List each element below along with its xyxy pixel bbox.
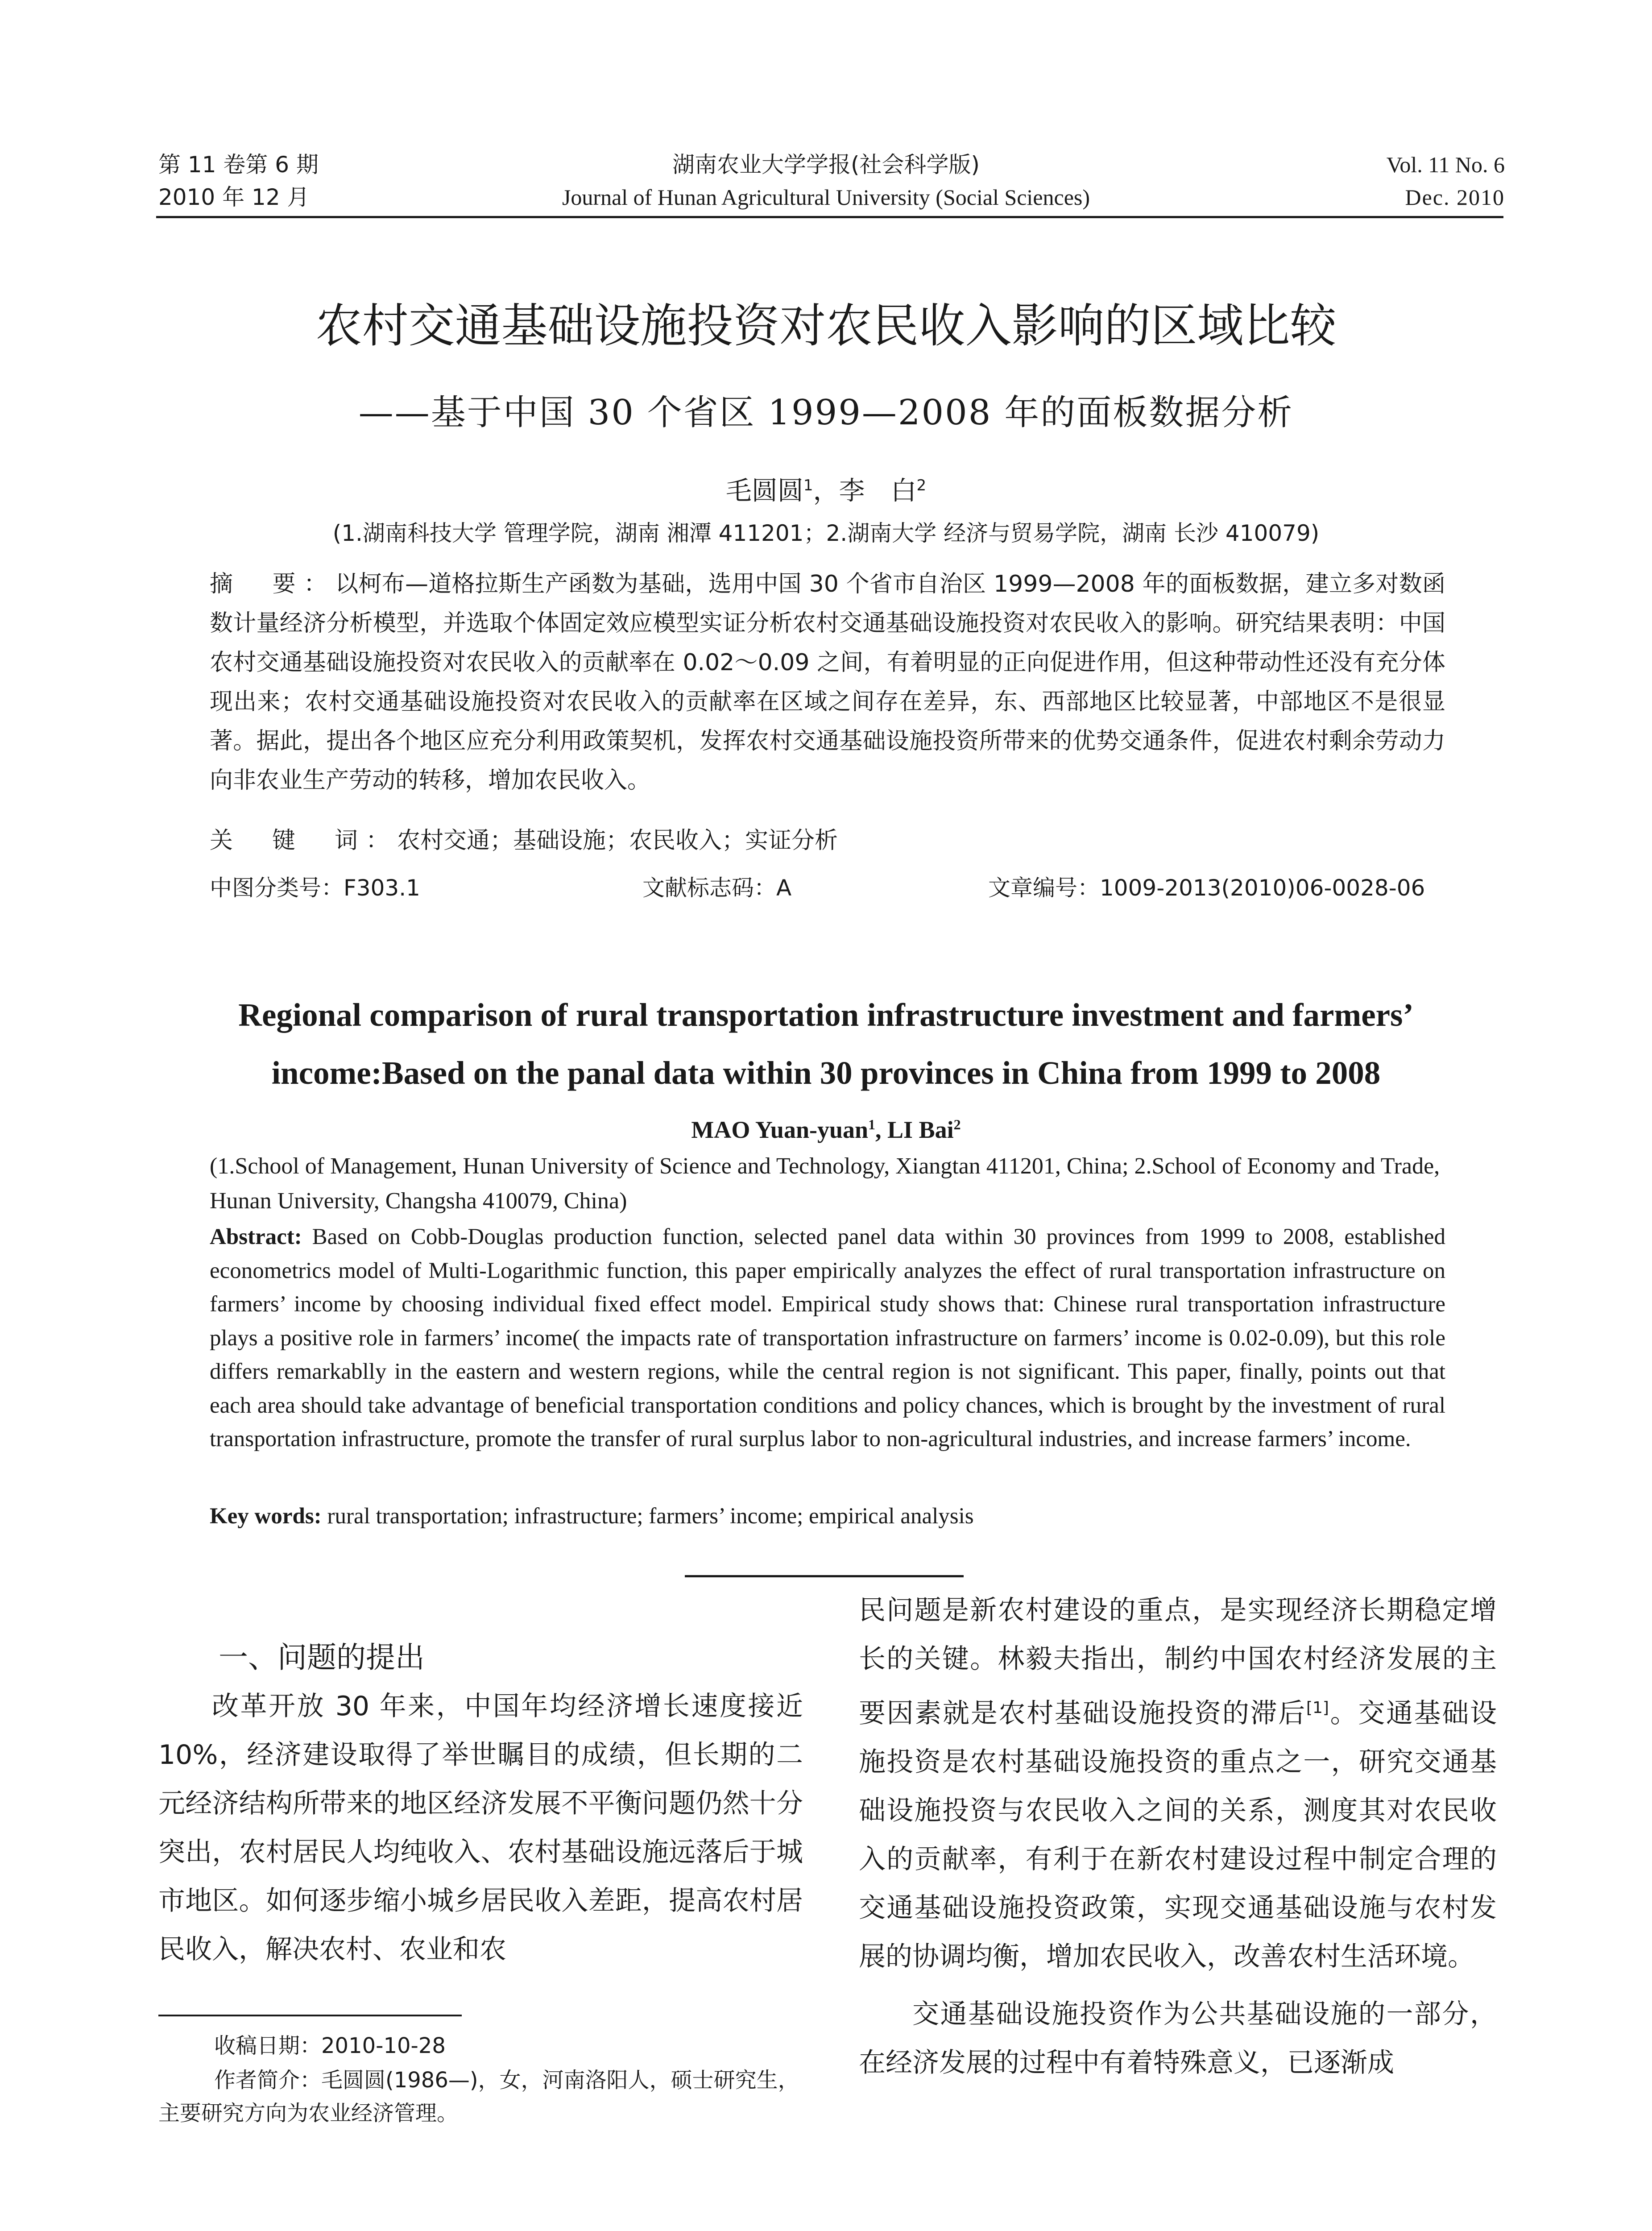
body-column-right bbox=[859, 1586, 1497, 2087]
body-paragraph: 交通基础设施投资作为公共基础设施的一部分，在经济发展的过程中有着特殊意义，已逐渐成 bbox=[859, 1999, 1497, 2078]
keywords-text-en: rural transportation; infrastructure; farmers’ income; empirical analysis bbox=[327, 1504, 974, 1529]
keywords-label-cn: 关 键 词： bbox=[210, 827, 397, 854]
header-issue-cn: 第 11 卷第 6 期 bbox=[158, 152, 319, 178]
affiliation-marker: 2 bbox=[953, 1116, 961, 1132]
section-divider bbox=[685, 1575, 964, 1577]
affiliation-marker: 1 bbox=[868, 1116, 876, 1132]
header-volume-en: Vol. 11 No. 6 bbox=[1386, 152, 1505, 177]
abstract-cn bbox=[210, 564, 1445, 800]
header-journal-en: Journal of Hunan Agricultural University (Social Sciences) bbox=[562, 185, 1090, 210]
article-subtitle-cn: ——基于中国 30 个省区 1999—2008 年的面板数据分析 bbox=[358, 393, 1294, 433]
section-heading: 一、问题的提出 bbox=[219, 1640, 425, 1675]
author-separator: , bbox=[875, 1116, 888, 1143]
header-date-en: Dec. 2010 bbox=[1405, 185, 1505, 210]
keywords-text-cn: 农村交通；基础设施；农民收入；实证分析 bbox=[397, 827, 838, 854]
keywords-cn bbox=[210, 821, 1445, 860]
author-name: LI Bai bbox=[887, 1116, 954, 1143]
keywords-en bbox=[210, 1499, 1445, 1533]
body-paragraph bbox=[859, 1586, 1497, 1981]
article-number: 文章编号：1009-2013(2010)06-0028-06 bbox=[988, 875, 1425, 901]
article-title-cn: 农村交通基础设施投资对农民收入影响的区域比较 bbox=[315, 299, 1337, 353]
footnote-author-bio: 作者简介：毛圆圆(1986—)，女，河南洛阳人，硕士研究生，主要研究方向为农业经济管理。 bbox=[158, 2068, 799, 2126]
affiliation-marker: 2 bbox=[916, 477, 927, 494]
article-title-en bbox=[0, 986, 1652, 1102]
body-column-left bbox=[158, 1682, 803, 1974]
body-text: 民问题是新农村建设的重点，是实现经济长期稳定增长的关键。林毅夫指出，制约中国农村经济发展的主要因素就是农村基础设施投资的滞后 bbox=[859, 1595, 1497, 1729]
clc-number: 中图分类号：F303.1 bbox=[210, 875, 420, 901]
affiliation-cn: (1.湖南科技大学 管理学院，湖南 湘潭 411201；2.湖南大学 经济与贸易学院，湖南 长沙 410079) bbox=[332, 520, 1320, 546]
affiliation-en: (1.School of Management, Hunan University of Science and Technology, Xiangtan 411201, China; 2.School of Economy and Trade, Hunan University, Changsha 410079, China) bbox=[210, 1153, 1440, 1214]
footnote-rule bbox=[158, 2015, 462, 2016]
body-text: 。交通基础设施投资是农村基础设施投资的重点之一，研究交通基础设施投资与农民收入之间的关系，测度其对农民收入的贡献率，有利于在新农村建设过程中制定合理的交通基础设施投资政策，实现交通基础设施与农村发展的协调均衡，增加农民收入，改善农村生活环境。 bbox=[859, 1698, 1497, 1972]
author-name: MAO Yuan-yuan bbox=[691, 1116, 869, 1143]
body-paragraph: 改革开放 30 年来，中国年均经济增长速度接近 10%，经济建设取得了举世瞩目的成绩，但长期的二元经济结构所带来的地区经济发展不平衡问题仍然十分突出，农村居民人均纯收入、农村基础设施远落后于城市地区。如何逐步缩小城乡居民收入差距，提高农村居民收入，解决农村、农业和农 bbox=[158, 1691, 803, 1965]
affiliation-marker: 1 bbox=[803, 477, 813, 494]
title-en-line: income:Based on the panal data within 30 provinces in China from 1999 to 2008 bbox=[271, 1055, 1381, 1091]
header-date-cn: 2010 年 12 月 bbox=[158, 184, 310, 210]
abstract-en bbox=[210, 1220, 1445, 1456]
header-rule bbox=[156, 216, 1503, 218]
keywords-label-en: Key words: bbox=[210, 1504, 322, 1529]
document-code: 文献标志码：A bbox=[642, 875, 792, 901]
header-journal-cn: 湖南农业大学学报(社会科学版) bbox=[672, 152, 980, 178]
citation-link[interactable]: [1] bbox=[1306, 1699, 1329, 1717]
title-en-line: Regional comparison of rural transportation infrastructure investment and farmers’ bbox=[238, 997, 1414, 1033]
authors-cn bbox=[0, 468, 1652, 508]
abstract-text-cn: 以柯布—道格拉斯生产函数为基础，选用中国 30 个省市自治区 1999—2008 年的面板数据，建立多对数函数计量经济分析模型，并选取个体固定效应模型实证分析农村交通基础设施投资对农民收入的影响。研究结果表明：中国农村交通基础设施投资对农民收入的贡献率在 0.02～0.09 之间，有着明显的正向促进作用，但这种带动性还没有充分体现出来；农村交通基础设施投资对农民收入的贡献率在区域之间存在差异，东、西部地区比较显著，中部地区不是很显著。据此，提出各个地区应充分利用政策契机，发挥农村交通基础设施投资所带来的优势交通条件，促进农村剩余劳动力向非农业生产劳动的转移，增加农民收入。 bbox=[210, 571, 1445, 794]
author-name: 毛圆圆 bbox=[725, 475, 803, 506]
abstract-text-en: Based on Cobb-Douglas production function, selected panel data within 30 provinces from 1999 to 2008, established econometrics model of Multi-Logarithmic function, this paper empirically analyzes the effect of rural transportation infrastructure on farmers’ income by choosing individual fixed effect model. Empirical study shows that: Chinese rural transportation infrastructure plays a positive role in farmers’ income( the impacts rate of transportation infrastructure on farmers’ income is 0.02-0.09), but this role differs remarkablly in the eastern and western regions, while the central region is not significant. This paper, finally, points out that each area should take advantage of beneficial transportation conditions and policy chances, which is brought by the investment of rural transportation infrastructure, promote the transfer of rural surplus labor to non-agricultural industries, and increase farmers’ income. bbox=[210, 1224, 1446, 1451]
footnote-received: 收稿日期：2010-10-28 bbox=[214, 2033, 446, 2058]
author-separator: ， bbox=[813, 475, 839, 506]
abstract-label-en: Abstract: bbox=[210, 1224, 302, 1249]
abstract-label-cn: 摘 要： bbox=[210, 571, 335, 597]
author-name: 李 白 bbox=[839, 475, 917, 506]
authors-en bbox=[0, 1107, 1652, 1148]
